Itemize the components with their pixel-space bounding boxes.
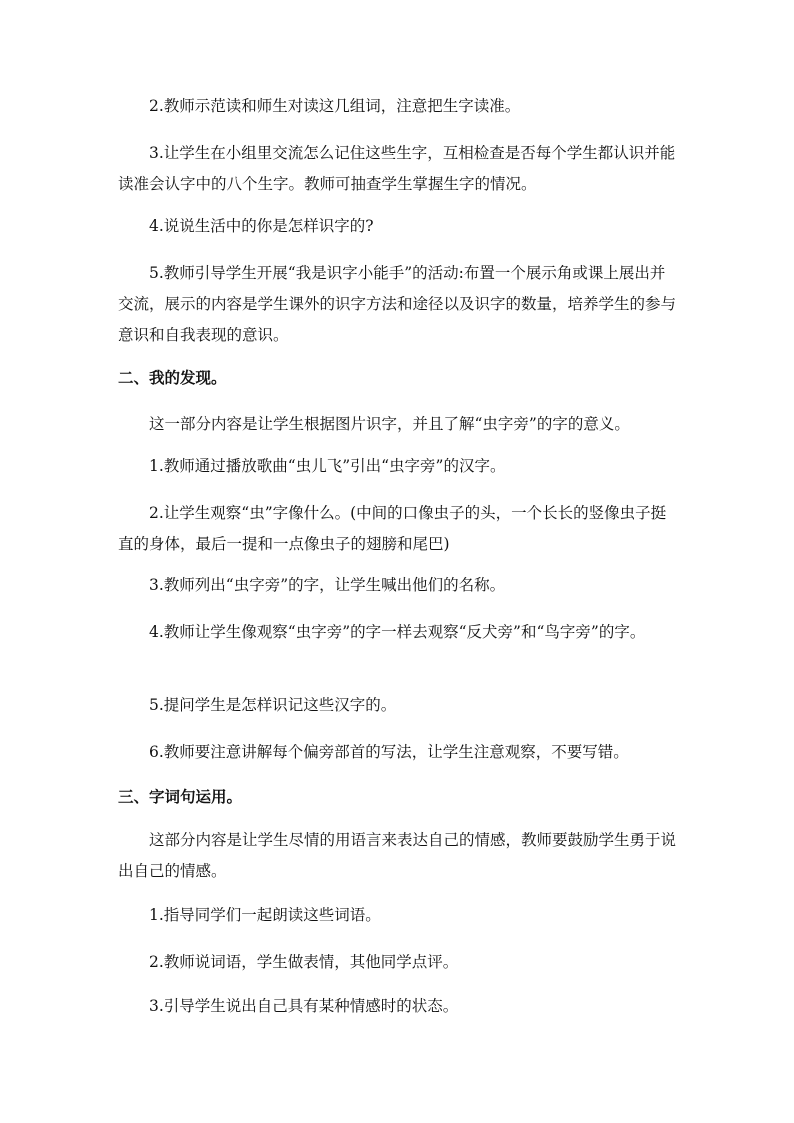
paragraph-discovery-step-4: 4.教师让学生像观察“虫字旁”的字一样去观察“反犬旁”和“鸟字旁”的字。 <box>149 623 646 641</box>
section-heading-word-usage: 三、字词句运用。 <box>118 787 243 806</box>
paragraph-discovery-step-2: 2.让学生观察“虫”字像什么。(中间的口像虫子的头，一个长长的竖像虫子挺直的身体，最后一提和一点像虫子的翅膀和尾巴) <box>118 504 667 553</box>
paragraph-discovery-step-6: 6.教师要注意讲解每个偏旁部首的写法，让学生注意观察，不要写错。 <box>149 743 629 761</box>
paragraph-discovery-step-3: 3.教师列出“虫字旁”的字，让学生喊出他们的名称。 <box>149 576 506 594</box>
paragraph-step-4-life: 4.说说生活中的你是怎样识字的? <box>149 217 374 235</box>
paragraph-word-usage-intro: 这部分内容是让学生尽情的用语言来表达自己的情感，教师要鼓励学生勇于说出自己的情感。 <box>118 831 677 880</box>
paragraph-discovery-step-5: 5.提问学生是怎样识记这些汉字的。 <box>149 696 397 714</box>
paragraph-step-2-read: 2.教师示范读和师生对读这几组词，注意把生字读准。 <box>149 97 521 115</box>
paragraph-step-3-group: 3.让学生在小组里交流怎么记住这些生字，互相检查是否每个学生都认识并能读准会认字中的八个生字。教师可抽查学生掌握生字的情况。 <box>118 144 676 193</box>
section-heading-discovery: 二、我的发现。 <box>118 368 227 387</box>
paragraph-word-usage-step-2: 2.教师说词语，学生做表情，其他同学点评。 <box>149 953 459 971</box>
paragraph-discovery-intro: 这一部分内容是让学生根据图片识字，并且了解“虫字旁”的字的意义。 <box>149 415 630 433</box>
paragraph-step-5-activity: 5.教师引导学生开展“我是识字小能手”的活动:布置一个展示角或课上展出并交流，展示的内容是学生课外的识字方法和途径以及识字的数量，培养学生的参与意识和自我表现的意识。 <box>118 264 677 344</box>
paragraph-word-usage-step-1: 1.指导同学们一起朗读这些词语。 <box>149 906 381 924</box>
paragraph-discovery-step-1: 1.教师通过播放歌曲“虫儿飞”引出“虫字旁”的汉字。 <box>149 457 506 475</box>
paragraph-word-usage-step-3: 3.引导学生说出自己具有某种情感时的状态。 <box>149 997 459 1015</box>
